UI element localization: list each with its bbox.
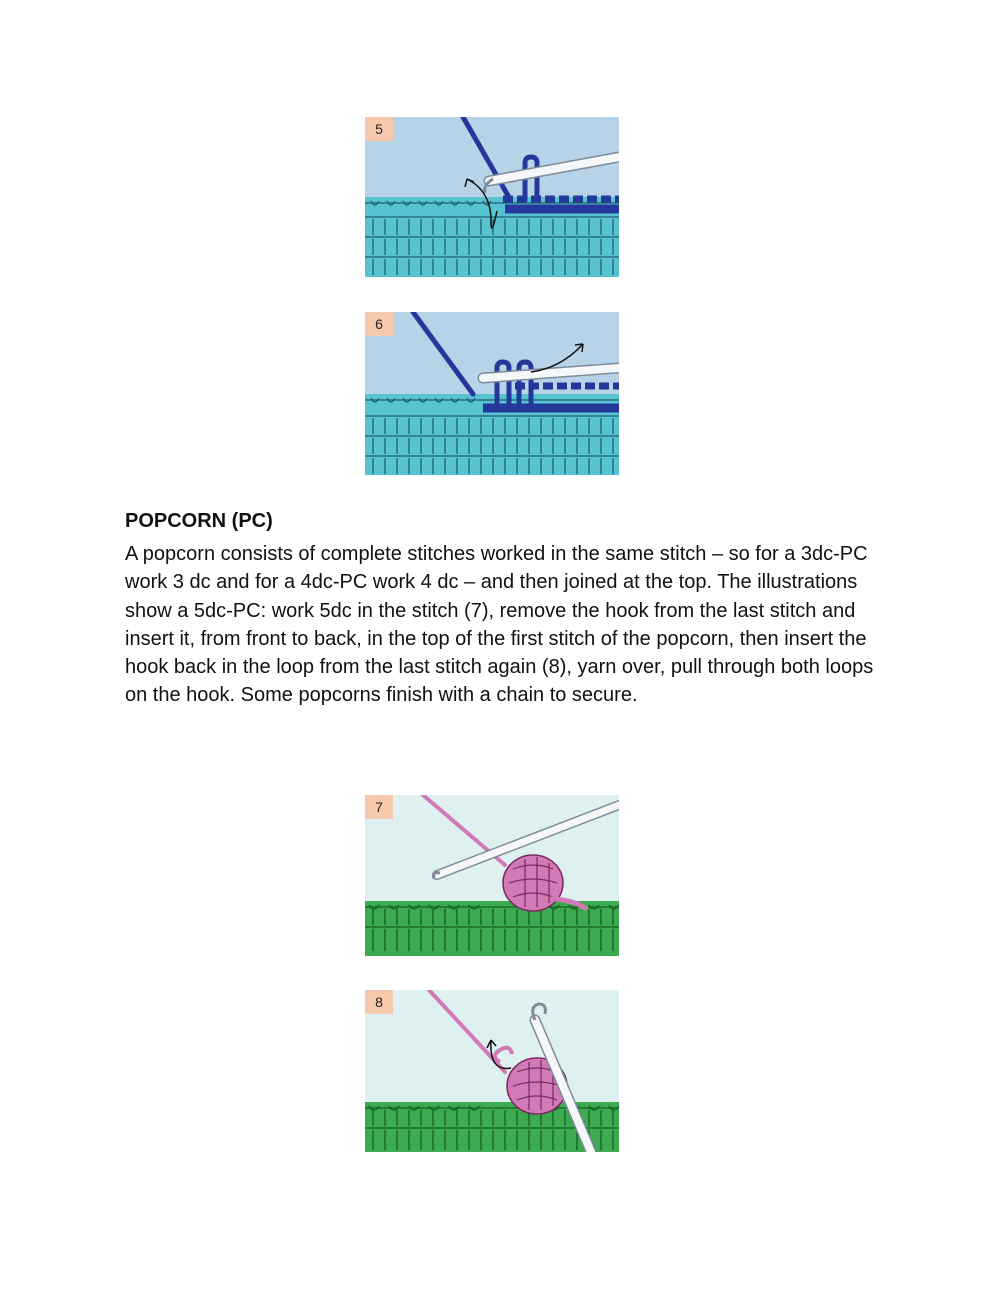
step-number-badge: 7 [365,795,393,819]
illustration-step-5 [365,117,619,277]
step-number-badge: 6 [365,312,393,336]
step-5-drawing [365,117,619,277]
step-6-drawing [365,312,619,475]
section-title: POPCORN (PC) [125,510,273,532]
illustration-step-7 [365,795,619,956]
illustration-step-6 [365,312,619,475]
step-7-drawing [365,795,619,956]
step-8-drawing [365,990,619,1152]
step-number-badge: 5 [365,117,393,141]
step-number-badge: 8 [365,990,393,1014]
illustration-step-8 [365,990,619,1152]
section-body: A popcorn consists of complete stitches worked in the same stitch – so for a 3dc-PC work 3 dc and for a 4dc-PC work 4 dc – and then joined at the top. The illustrations show a 5dc-PC: work 5dc in the stitch (7), remove the hook from the last stitch and insert it, from front to back, in the top of the first stitch of the popcorn, then insert the hook back in the loop from the last stitch again (8), yarn over, pull through both loops on the hook. Some popcorns finish with a chain to secure. [125,543,874,707]
